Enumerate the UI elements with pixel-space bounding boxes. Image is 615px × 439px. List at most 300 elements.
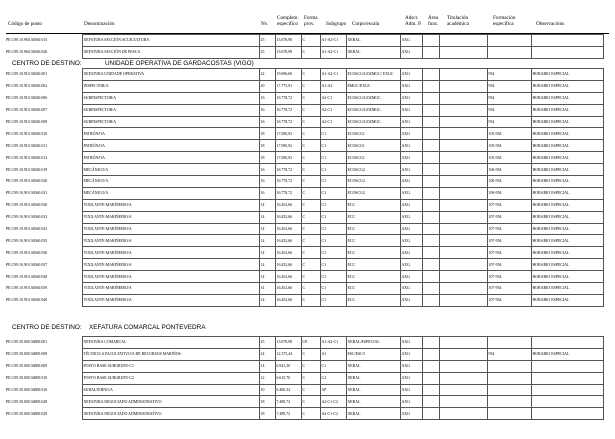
- table-row: [6, 337, 603, 349]
- cell-complemento: 19.696,60: [275, 69, 301, 81]
- cell-code: PE.C99.30.000.36800.010: [6, 376, 48, 381]
- cell-forma: C: [301, 259, 320, 271]
- cell-code: PE.C99.10.910.36560.037: [6, 262, 48, 267]
- cell-forma: C: [301, 247, 320, 259]
- cell-code: PE.C99.10.910.36560.011: [6, 143, 48, 148]
- cell-corpo: ECOSCG1: [346, 128, 400, 140]
- table-row: [6, 187, 603, 199]
- cell-subgrupo: A2-C1: [320, 116, 346, 128]
- cell-observacions: HORARIO ESPECIAL: [531, 223, 603, 235]
- table-row: [6, 259, 603, 271]
- cell-observacions: HORARIO ESPECIAL: [531, 104, 603, 116]
- cell-corpo: ECC: [346, 271, 400, 283]
- cell-nivel: 18: [259, 140, 275, 152]
- table-row: [6, 408, 603, 420]
- table-row: [6, 348, 603, 360]
- cell-corpo: XERAL: [346, 35, 400, 47]
- cell-forma: C: [301, 187, 320, 199]
- table-row: [6, 176, 603, 188]
- cell-corpo: XERAL/ESPECIAL: [346, 337, 400, 349]
- cell-formacion: 954: [487, 116, 531, 128]
- cell-corpo: ECOSCG1: [346, 140, 400, 152]
- cell-observacions: [531, 372, 603, 384]
- cell-complemento: 16.452,66: [275, 211, 301, 223]
- cell-code: PE.C99.30.000.36800.008: [6, 352, 48, 357]
- header-codigo: Código de posto: [8, 21, 43, 27]
- cell-subgrupo: C1: [320, 360, 346, 372]
- cell-nivel: 24: [259, 348, 275, 360]
- cell-formacion: 106-954: [487, 187, 531, 199]
- cell-forma: C: [301, 199, 320, 211]
- cell-area: [422, 104, 439, 116]
- table-row: [6, 199, 603, 211]
- cell-code: PE.C99.30.000.36800.009: [6, 364, 48, 369]
- cell-formacion: 107-954: [487, 247, 531, 259]
- cell-titulacion: [439, 152, 487, 164]
- cell-titulacion: [439, 35, 487, 47]
- cell-code: PE.C99.10.910.36560.012: [6, 155, 48, 160]
- cell-forma: C: [301, 348, 320, 360]
- centro-destino-label: CENTRO DE DESTINO:: [12, 324, 82, 331]
- cell-complemento: 16.778,72: [275, 116, 301, 128]
- cell-observacions: HORARIO ESPECIAL: [531, 152, 603, 164]
- cell-corpo: ECOSCG2: [346, 164, 400, 176]
- cell-observacions: HORARIO ESPECIAL: [531, 140, 603, 152]
- cell-corpo: ECC: [346, 294, 400, 306]
- cell-area: [422, 396, 439, 408]
- cell-nivel: 14: [259, 223, 275, 235]
- table-row: [6, 164, 603, 176]
- cell-formacion: 105-954: [487, 140, 531, 152]
- cell-subgrupo: C1: [320, 235, 346, 247]
- cell-corpo: XERAL: [346, 46, 400, 58]
- cell-formacion: 107-954: [487, 235, 531, 247]
- cell-subgrupo: A1-A2: [320, 80, 346, 92]
- cell-denominacion: PATRÓN/OA: [82, 152, 259, 164]
- cell-denominacion: POSTO BASE SUBGRUPO C2: [82, 372, 259, 384]
- cell-titulacion: [439, 80, 487, 92]
- cell-formacion: 106-954: [487, 164, 531, 176]
- cell-adscricion: AXG: [400, 408, 422, 420]
- cell-corpo: ECOSCG/GOZMGC/ EXGC: [346, 69, 400, 81]
- cell-area: [422, 116, 439, 128]
- header-observacions: Observacións: [536, 21, 565, 27]
- cell-adscricion: AXG: [400, 348, 422, 360]
- cell-forma: C: [301, 46, 320, 58]
- cell-titulacion: [439, 140, 487, 152]
- cell-subgrupo: C1: [320, 187, 346, 199]
- cell-corpo: XERAL: [346, 408, 400, 420]
- cell-complemento: 16.778,72: [275, 176, 301, 188]
- cell-area: [422, 164, 439, 176]
- cell-complemento: 17.090,92: [275, 140, 301, 152]
- cell-titulacion: [439, 69, 487, 81]
- cell-nivel: 18: [259, 408, 275, 420]
- table-row: [6, 104, 603, 116]
- cell-forma: C: [301, 223, 320, 235]
- cell-titulacion: [439, 116, 487, 128]
- cell-adscricion: AXG: [400, 247, 422, 259]
- cell-forma: C: [301, 116, 320, 128]
- cell-corpo: ECC: [346, 235, 400, 247]
- cell-forma: C: [301, 128, 320, 140]
- cell-formacion: 107-954: [487, 271, 531, 283]
- cell-code: PE.C99.10.910.36560.007: [6, 108, 48, 113]
- cell-adscricion: AXG: [400, 271, 422, 283]
- cell-area: [422, 128, 439, 140]
- cell-adscricion: AXG: [400, 283, 422, 295]
- cell-area: [422, 69, 439, 81]
- cell-forma: C: [301, 80, 320, 92]
- cell-complemento: 7.489,72: [275, 396, 301, 408]
- cell-forma: C: [301, 35, 320, 47]
- cell-formacion: [487, 35, 531, 47]
- cell-denominacion: POSTO BASE SUBGRUPO C1: [82, 360, 259, 372]
- cell-adscricion: AXG: [400, 223, 422, 235]
- cell-nivel: 16: [259, 92, 275, 104]
- cell-subgrupo: C1: [320, 199, 346, 211]
- cell-nivel: 20: [259, 80, 275, 92]
- cell-denominacion: XEFATURA UNIDADE OPERATIVA: [82, 69, 259, 81]
- cell-corpo: ECC: [346, 211, 400, 223]
- table-row: [6, 152, 603, 164]
- cell-code: PE.C99.10.910.36560.002: [6, 84, 48, 89]
- cell-subgrupo: A2-C1: [320, 104, 346, 116]
- cell-corpo: ECOSCG2: [346, 187, 400, 199]
- cell-denominacion: VIXILANTE-MARIÑEIRO/A: [82, 247, 259, 259]
- cell-code: PE.C99.10.910.36560.020: [6, 179, 48, 184]
- cell-adscricion: AXG: [400, 176, 422, 188]
- cell-denominacion: XEFATURA SECCIÓN DE PESCA: [82, 46, 259, 58]
- cell-subgrupo: A1-A2-C1: [320, 35, 346, 47]
- cell-nivel: 14: [259, 294, 275, 306]
- cell-corpo: ECC: [346, 199, 400, 211]
- header-nivel: Nv.: [261, 21, 269, 27]
- cell-adscricion: AXG: [400, 152, 422, 164]
- cell-observacions: HORARIO ESPECIAL: [531, 283, 603, 295]
- cell-formacion: 954: [487, 104, 531, 116]
- cell-complemento: 16.778,72: [275, 164, 301, 176]
- table-row: [6, 283, 603, 295]
- table-row: [6, 247, 603, 259]
- table-row: [6, 92, 603, 104]
- cell-code: PE.C99.30.000.36800.016: [6, 388, 48, 392]
- cell-corpo: XERAL: [346, 360, 400, 372]
- cell-observacions: [531, 384, 603, 396]
- cell-titulacion: [439, 283, 487, 295]
- cell-subgrupo: AP: [320, 384, 346, 396]
- cell-area: [422, 46, 439, 58]
- cell-denominacion: PATRÓN/OA: [82, 140, 259, 152]
- cell-nivel: 14: [259, 259, 275, 271]
- cell-forma: C: [301, 372, 320, 384]
- header-titulacion: Titulación académica: [447, 15, 469, 27]
- cell-nivel: 14: [259, 199, 275, 211]
- cell-denominacion: SUBALTERNO/A: [82, 384, 259, 396]
- cell-formacion: 107-954: [487, 199, 531, 211]
- cell-denominacion: XEFATURA NEGOCIADO ADMINISTRATIVO: [82, 396, 259, 408]
- cell-formacion: 107-954: [487, 294, 531, 306]
- cell-forma: C: [301, 408, 320, 420]
- cell-titulacion: [439, 211, 487, 223]
- header-corpo: Corpo/escala: [352, 21, 380, 27]
- cell-adscricion: AXG: [400, 35, 422, 47]
- cell-nivel: 25: [259, 35, 275, 47]
- cell-formacion: [487, 360, 531, 372]
- cell-code: PE.C99.10.910.36560.038: [6, 274, 48, 279]
- cell-corpo: ECC: [346, 247, 400, 259]
- cell-observacions: HORARIO ESPECIAL: [531, 211, 603, 223]
- cell-titulacion: [439, 187, 487, 199]
- cell-nivel: 14: [259, 271, 275, 283]
- cell-code: PE.C99.10.910.36560.001: [6, 72, 48, 77]
- cell-adscricion: AXG: [400, 69, 422, 81]
- cell-nivel: 22: [259, 69, 275, 81]
- cell-code: PE.C99.30.000.36800.028: [6, 399, 48, 404]
- cell-denominacion: VIXILANTE-MARIÑEIRO/A: [82, 235, 259, 247]
- cell-nivel: 16: [259, 187, 275, 199]
- table-row: [6, 235, 603, 247]
- cell-observacions: [531, 396, 603, 408]
- cell-area: [422, 152, 439, 164]
- cell-adscricion: AXG: [400, 46, 422, 58]
- cell-denominacion: PATRÓN/OA: [82, 128, 259, 140]
- cell-observacions: HORARIO ESPECIAL: [531, 199, 603, 211]
- table-row: [6, 294, 603, 306]
- cell-titulacion: [439, 104, 487, 116]
- cell-observacions: HORARIO ESPECIAL: [531, 235, 603, 247]
- cell-denominacion: SUBINSPECTOR/A: [82, 116, 259, 128]
- cell-code: PE.C99.10.910.36560.040: [6, 298, 48, 303]
- cell-nivel: 25: [259, 337, 275, 349]
- cell-corpo: ECOSCG/GOZMGC: [346, 92, 400, 104]
- cell-denominacion: MECÁNICO/A: [82, 176, 259, 188]
- cell-denominacion: INSPECTOR/A: [82, 80, 259, 92]
- cell-code: PE.C99.10.910.36560.035: [6, 238, 48, 243]
- cell-denominacion: TÉCNICO/A FACULTATIVO/A DE RECURSOS MARIÑOS: [82, 348, 259, 360]
- cell-titulacion: [439, 384, 487, 396]
- cell-code: PE.C99.10.910.36560.008: [6, 120, 48, 124]
- cell-forma: C: [301, 283, 320, 295]
- table-row: [6, 271, 603, 283]
- table-row: [6, 396, 603, 408]
- cell-area: [422, 372, 439, 384]
- cell-titulacion: [439, 176, 487, 188]
- cell-observacions: [531, 46, 603, 58]
- cell-nivel: 16: [259, 104, 275, 116]
- cell-observacions: HORARIO ESPECIAL: [531, 176, 603, 188]
- table-row: [6, 69, 603, 81]
- cell-subgrupo: C2: [320, 372, 346, 384]
- cell-subgrupo: C1: [320, 271, 346, 283]
- cell-observacions: HORARIO ESPECIAL: [531, 128, 603, 140]
- cell-subgrupo: C1: [320, 259, 346, 271]
- table-row: [6, 128, 603, 140]
- cell-area: [422, 360, 439, 372]
- cell-code: PE.C99.10.910.36560.010: [6, 131, 48, 136]
- cell-titulacion: [439, 247, 487, 259]
- centro-destino-heading: [12, 60, 254, 67]
- cell-area: [422, 176, 439, 188]
- cell-titulacion: [439, 372, 487, 384]
- cell-subgrupo: A2-C1-C2: [320, 408, 346, 420]
- cell-denominacion: VIXILANTE-MARIÑEIRO/A: [82, 223, 259, 235]
- cell-code: PE.C99.10.910.36560.006: [6, 96, 48, 101]
- cell-forma: C: [301, 211, 320, 223]
- cell-observacions: HORARIO ESPECIAL: [531, 80, 603, 92]
- cell-titulacion: [439, 348, 487, 360]
- cell-subgrupo: A1-A2-C1: [320, 69, 346, 81]
- table-row: [6, 116, 603, 128]
- cell-complemento: 16.778,72: [275, 187, 301, 199]
- cell-complemento: 16.452,66: [275, 259, 301, 271]
- cell-forma: C: [301, 92, 320, 104]
- table-row: [6, 360, 603, 372]
- cell-forma: C: [301, 271, 320, 283]
- cell-code: PE.C99.30.000.36800.029: [6, 411, 48, 416]
- cell-area: [422, 235, 439, 247]
- cell-observacions: HORARIO ESPECIAL: [531, 348, 603, 360]
- cell-adscricion: AXG: [400, 235, 422, 247]
- cell-complemento: 16.778,72: [275, 104, 301, 116]
- centro-destino-name: XEFATURA COMARCAL PONTEVEDRA: [89, 324, 206, 331]
- cell-subgrupo: C1: [320, 176, 346, 188]
- cell-nivel: 14: [259, 211, 275, 223]
- cell-formacion: 954: [487, 92, 531, 104]
- cell-subgrupo: C1: [320, 283, 346, 295]
- cell-corpo: ECOSCG/GOZMGC: [346, 116, 400, 128]
- cell-area: [422, 294, 439, 306]
- cell-nivel: 18: [259, 128, 275, 140]
- cell-complemento: 16.452,66: [275, 283, 301, 295]
- cell-observacions: [531, 337, 603, 349]
- cell-observacions: [531, 408, 603, 420]
- cell-area: [422, 211, 439, 223]
- cell-adscricion: AXG: [400, 360, 422, 372]
- cell-titulacion: [439, 294, 487, 306]
- cell-formacion: [487, 384, 531, 396]
- cell-nivel: 18: [259, 396, 275, 408]
- cell-adscricion: AXG: [400, 372, 422, 384]
- cell-complemento: 17.090,92: [275, 128, 301, 140]
- positions-table: [6, 68, 604, 307]
- cell-observacions: HORARIO ESPECIAL: [531, 294, 603, 306]
- cell-area: [422, 187, 439, 199]
- cell-complemento: 6.486,34: [275, 384, 301, 396]
- cell-subgrupo: A2-C1: [320, 92, 346, 104]
- cell-code: PE.C99.10.910.36560.019: [6, 167, 48, 172]
- cell-complemento: 16.452,66: [275, 223, 301, 235]
- cell-observacions: HORARIO ESPECIAL: [531, 164, 603, 176]
- cell-denominacion: VIXILANTE-MARIÑEIRO/A: [82, 294, 259, 306]
- cell-subgrupo: C1: [320, 128, 346, 140]
- cell-nivel: 16: [259, 176, 275, 188]
- cell-observacions: HORARIO ESPECIAL: [531, 92, 603, 104]
- cell-formacion: [487, 337, 531, 349]
- cell-code: PE.C99.10.910.36560.030: [6, 203, 48, 208]
- cell-observacions: HORARIO ESPECIAL: [531, 271, 603, 283]
- cell-nivel: 16: [259, 116, 275, 128]
- cell-adscricion: AXG: [400, 396, 422, 408]
- cell-formacion: [487, 46, 531, 58]
- cell-complemento: 16.452,66: [275, 271, 301, 283]
- cell-formacion: 105-954: [487, 152, 531, 164]
- cell-titulacion: [439, 271, 487, 283]
- cell-denominacion: SUBINSPECTOR/A: [82, 104, 259, 116]
- cell-corpo: ECC: [346, 223, 400, 235]
- cell-adscricion: AXG: [400, 294, 422, 306]
- cell-area: [422, 337, 439, 349]
- cell-code: PE.C99.10.910.36560.036: [6, 250, 48, 255]
- cell-formacion: 954: [487, 80, 531, 92]
- cell-observacions: [531, 360, 603, 372]
- cell-observacions: HORARIO ESPECIAL: [531, 69, 603, 81]
- cell-denominacion: VIXILANTE-MARIÑEIRO/A: [82, 259, 259, 271]
- header-denominacion: Denominación: [84, 21, 115, 27]
- cell-area: [422, 35, 439, 47]
- cell-formacion: [487, 372, 531, 384]
- cell-nivel: 16: [259, 164, 275, 176]
- cell-adscricion: AXG: [400, 259, 422, 271]
- cell-corpo: XERAL: [346, 372, 400, 384]
- cell-titulacion: [439, 408, 487, 420]
- cell-formacion: 107-954: [487, 259, 531, 271]
- cell-code: PE.C99.10.910.36560.033: [6, 227, 48, 232]
- cell-subgrupo: C1: [320, 140, 346, 152]
- cell-titulacion: [439, 46, 487, 58]
- cell-area: [422, 80, 439, 92]
- cell-denominacion: SUBINSPECTOR/A: [82, 92, 259, 104]
- header-subgrupo: Subgrupo: [326, 21, 347, 27]
- cell-titulacion: [439, 259, 487, 271]
- cell-forma: C: [301, 164, 320, 176]
- cell-adscricion: AXG: [400, 384, 422, 396]
- centro-destino-label: CENTRO DE DESTINO:: [12, 60, 82, 67]
- cell-titulacion: [439, 360, 487, 372]
- cell-area: [422, 271, 439, 283]
- cell-forma: C: [301, 360, 320, 372]
- cell-adscricion: AXG: [400, 199, 422, 211]
- cell-forma: C: [301, 69, 320, 81]
- cell-titulacion: [439, 92, 487, 104]
- cell-complemento: 13.678,98: [275, 35, 301, 47]
- header-complemento: Complem. específico: [277, 15, 299, 27]
- cell-area: [422, 140, 439, 152]
- cell-complemento: 13.678,98: [275, 46, 301, 58]
- table-row: [6, 80, 603, 92]
- cell-corpo: ECOSCG1: [346, 152, 400, 164]
- cell-area: [422, 223, 439, 235]
- centro-destino-name: UNIDADE OPERATIVA DE GARDACOSTAS (VIGO): [105, 60, 254, 67]
- cell-nivel: 14: [259, 247, 275, 259]
- cell-titulacion: [439, 337, 487, 349]
- cell-nivel: 12: [259, 372, 275, 384]
- cell-adscricion: AXG: [400, 104, 422, 116]
- positions-table: [6, 34, 604, 59]
- cell-corpo: ECC: [346, 283, 400, 295]
- cell-complemento: 17.775,91: [275, 80, 301, 92]
- cell-formacion: [487, 396, 531, 408]
- cell-code: PE.C99.10.910.36560.039: [6, 286, 48, 291]
- cell-titulacion: [439, 235, 487, 247]
- cell-complemento: 16.778,72: [275, 92, 301, 104]
- cell-formacion: 107-954: [487, 211, 531, 223]
- table-row: [6, 372, 603, 384]
- cell-formacion: 107-954: [487, 223, 531, 235]
- table-row: [6, 46, 603, 58]
- cell-area: [422, 199, 439, 211]
- cell-subgrupo: C1: [320, 211, 346, 223]
